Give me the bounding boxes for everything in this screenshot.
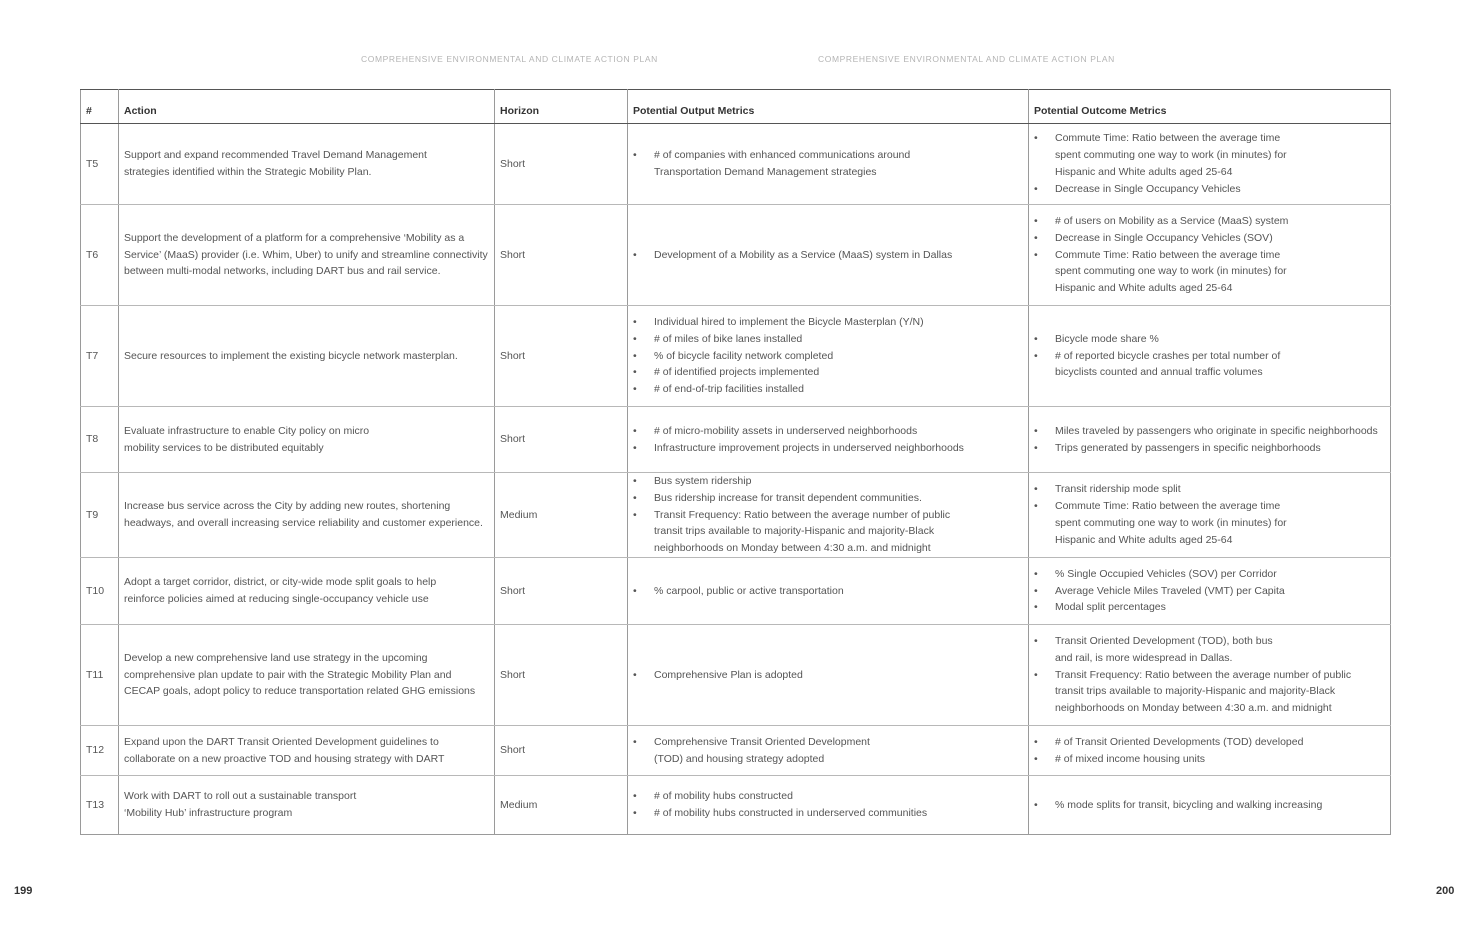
table-row (81, 776, 1391, 835)
text-line: • Commute Time: Ratio between the average time (1055, 132, 1281, 145)
text-line: Evaluate infrastructure to enable City policy on micro (124, 424, 370, 437)
metric-item (1034, 423, 1386, 440)
text-line: spent commuting one way to work (in minutes) for (1055, 517, 1287, 529)
text-line: • # of mixed income housing units (1055, 752, 1205, 765)
metric-item (633, 314, 1024, 331)
action-id-cell: T7 (81, 306, 119, 407)
transportation-actions-table (80, 89, 1391, 835)
outcome-metrics-cell (1029, 473, 1391, 558)
text-line: • # of Transit Oriented Developments (TOD) developed (1055, 735, 1304, 748)
text-line: • Transit Frequency: Ratio between the average number of public (1055, 668, 1352, 681)
text-line: headways, and overall increasing service reliability and customer experience. (124, 517, 483, 529)
action-description-cell (119, 558, 495, 625)
text-line: Develop a new comprehensive land use strategy in the upcoming (124, 651, 428, 664)
metrics-list (633, 473, 1024, 557)
metrics-list (633, 788, 1024, 822)
text-line: spent commuting one way to work (in minutes) for (1055, 265, 1287, 278)
metrics-list (1034, 797, 1386, 814)
text-line: • % of bicycle facility network completed (654, 349, 834, 362)
text-line: Hispanic and White adults aged 25-64 (1055, 533, 1233, 546)
text-line: • Bus ridership increase for transit dependent communities. (654, 491, 922, 504)
text-line: ‘Mobility Hub’ infrastructure program (124, 807, 293, 819)
metric-item (1034, 213, 1386, 230)
table-header-row (81, 90, 1391, 124)
action-description-cell (119, 124, 495, 205)
text-line: Hispanic and White adults aged 25-64 (1055, 166, 1233, 178)
metrics-list (633, 667, 1024, 684)
output-metrics-cell (628, 625, 1029, 726)
text-line: • % mode splits for transit, bicycling and walking increasing (1055, 798, 1323, 811)
table-row (81, 473, 1391, 558)
text-line: Work with DART to roll out a sustainable transport (124, 790, 357, 803)
action-description-cell (119, 625, 495, 726)
metrics-list (1034, 481, 1386, 548)
text-line: Increase bus service across the City by adding new routes, shortening (124, 500, 451, 513)
action-id-cell: T8 (81, 407, 119, 473)
text-line: • Average Vehicle Miles Traveled (VMT) per Capita (1055, 584, 1285, 597)
metrics-list (633, 423, 1024, 457)
table-row (81, 124, 1391, 205)
text-line: mobility services to be distributed equitably (124, 441, 324, 454)
action-description-cell (119, 306, 495, 407)
text-line: • Decrease in Single Occupancy Vehicles (1055, 182, 1241, 195)
metric-item (633, 147, 1024, 181)
metric-item (1034, 331, 1386, 348)
text-line: • # of users on Mobility as a Service (MaaS) system (1055, 215, 1289, 227)
metric-item (633, 247, 1024, 264)
metric-item (1034, 797, 1386, 814)
output-metrics-cell (628, 726, 1029, 776)
horizon-cell: Medium (495, 776, 628, 835)
text-line: Support and expand recommended Travel Demand Management (124, 149, 427, 162)
metrics-list (1034, 130, 1386, 197)
text-line: transit trips available to majority-Hispanic and majority-Black (654, 525, 935, 538)
metric-item (1034, 566, 1386, 583)
text-line: Adopt a target corridor, district, or city-wide mode split goals to help (124, 576, 437, 589)
text-line: transit trips available to majority-Hispanic and majority-Black (1055, 685, 1336, 698)
metrics-list (633, 247, 1024, 264)
text-line: • Commute Time: Ratio between the average time (1055, 500, 1281, 513)
metric-item (633, 348, 1024, 365)
text-line: reinforce policies aimed at reducing single-occupancy vehicle use (124, 593, 429, 605)
horizon-cell: Medium (495, 473, 628, 558)
text-line: Expand upon the DART Transit Oriented Development guidelines to (124, 735, 439, 748)
action-description-cell (119, 726, 495, 776)
output-metrics-cell (628, 124, 1029, 205)
text-line: • Infrastructure improvement projects in underserved neighborhoods (654, 441, 964, 454)
text-line: • # of mobility hubs constructed (654, 790, 793, 803)
text-line: CECAP goals, adopt policy to reduce transportation related GHG emissions (124, 685, 476, 698)
text-line: • Commute Time: Ratio between the average time (1055, 248, 1281, 261)
outcome-metrics-cell (1029, 726, 1391, 776)
outcome-metrics-cell (1029, 625, 1391, 726)
text-line: • Development of a Mobility as a Service (MaaS) system in Dallas (654, 248, 953, 261)
text-line: • # of mobility hubs constructed in underserved communities (654, 807, 928, 819)
metric-item (1034, 633, 1386, 667)
running-header-right: COMPREHENSIVE ENVIRONMENTAL AND CLIMATE ACTION PLAN (818, 54, 1115, 64)
text-line: • Comprehensive Transit Oriented Development (654, 735, 870, 748)
header-output-metrics: Potential Output Metrics (628, 90, 1029, 124)
text-line: bicyclists counted and annual traffic volumes (1055, 366, 1263, 379)
text-line: and rail, is more widespread in Dallas. (1055, 651, 1233, 664)
text-line: Secure resources to implement the existing bicycle network masterplan. (124, 349, 458, 362)
horizon-cell: Short (495, 306, 628, 407)
text-line: • Miles traveled by passengers who originate in specific neighborhoods (1055, 424, 1378, 437)
metric-item (633, 490, 1024, 507)
table-row (81, 306, 1391, 407)
text-line: • Trips generated by passengers in specific neighborhoods (1055, 441, 1321, 454)
metric-item (633, 788, 1024, 805)
metrics-list (1034, 566, 1386, 616)
action-description-cell (119, 205, 495, 306)
header-action: Action (119, 90, 495, 124)
metrics-list (633, 734, 1024, 768)
metric-item (1034, 440, 1386, 457)
text-line: • % carpool, public or active transportation (654, 584, 844, 597)
running-header-left: COMPREHENSIVE ENVIRONMENTAL AND CLIMATE ACTION PLAN (361, 54, 658, 64)
horizon-cell: Short (495, 205, 628, 306)
metric-item (633, 331, 1024, 348)
metric-item (633, 805, 1024, 822)
outcome-metrics-cell (1029, 205, 1391, 306)
text-line: • Modal split percentages (1055, 601, 1166, 614)
page-number-left: 199 (14, 885, 33, 897)
table-row (81, 407, 1391, 473)
horizon-cell: Short (495, 124, 628, 205)
text-line: • Transit Frequency: Ratio between the average number of public (654, 508, 951, 521)
text-line: Hispanic and White adults aged 25-64 (1055, 282, 1233, 295)
metrics-list (1034, 633, 1386, 717)
metric-item (633, 440, 1024, 457)
header-horizon: Horizon (495, 90, 628, 124)
text-line: • Decrease in Single Occupancy Vehicles (SOV) (1055, 231, 1273, 244)
metric-item (1034, 247, 1386, 297)
outcome-metrics-cell (1029, 306, 1391, 407)
text-line: • # of miles of bike lanes installed (654, 332, 803, 345)
text-line: Transportation Demand Management strategies (654, 166, 877, 178)
text-line: Support the development of a platform for a comprehensive ‘Mobility as a (124, 231, 465, 244)
text-line: • Transit Oriented Development (TOD), both bus (1055, 635, 1273, 647)
metric-item (633, 667, 1024, 684)
metric-item (1034, 130, 1386, 180)
text-line: • # of identified projects implemented (654, 366, 820, 379)
text-line: comprehensive plan update to pair with the Strategic Mobility Plan and (124, 668, 452, 681)
output-metrics-cell (628, 407, 1029, 473)
metrics-list (633, 147, 1024, 181)
metric-item (633, 583, 1024, 600)
metrics-list (1034, 423, 1386, 457)
table-row (81, 625, 1391, 726)
metric-item (633, 734, 1024, 768)
text-line: strategies identified within the Strategic Mobility Plan. (124, 166, 372, 178)
text-line: between multi-modal networks, including DART bus and rail service. (124, 265, 441, 278)
page-number-right: 200 (1436, 885, 1455, 897)
text-line: • # of companies with enhanced communications around (654, 149, 911, 162)
horizon-cell: Short (495, 407, 628, 473)
table-row (81, 558, 1391, 625)
text-line: • % Single Occupied Vehicles (SOV) per Corridor (1055, 567, 1277, 580)
header-id: # (81, 90, 119, 124)
action-id-cell: T10 (81, 558, 119, 625)
text-line: neighborhoods on Monday between 4:30 a.m. and midnight (654, 542, 931, 555)
metric-item (633, 507, 1024, 557)
metric-item (1034, 481, 1386, 498)
metrics-list (1034, 331, 1386, 381)
action-description-cell (119, 407, 495, 473)
text-line: • Individual hired to implement the Bicycle Masterplan (Y/N) (654, 316, 924, 328)
text-line: • # of end-of-trip facilities installed (654, 383, 804, 396)
metric-item (1034, 667, 1386, 717)
metric-item (633, 473, 1024, 490)
text-line: • # of micro-mobility assets in underserved neighborhoods (654, 424, 918, 437)
text-line: (TOD) and housing strategy adopted (654, 752, 825, 765)
metrics-list (633, 583, 1024, 600)
text-line: Service’ (MaaS) provider (i.e. Whim, Uber) to unify and streamline connectivity (124, 248, 488, 261)
metric-item (633, 364, 1024, 381)
outcome-metrics-cell (1029, 776, 1391, 835)
action-description-cell (119, 473, 495, 558)
metric-item (1034, 734, 1386, 751)
header-outcome-metrics: Potential Outcome Metrics (1029, 90, 1391, 124)
output-metrics-cell (628, 306, 1029, 407)
action-id-cell: T13 (81, 776, 119, 835)
text-line: • Comprehensive Plan is adopted (654, 668, 803, 681)
metric-item (1034, 751, 1386, 768)
output-metrics-cell (628, 205, 1029, 306)
metrics-list (1034, 734, 1386, 768)
text-line: • Transit ridership mode split (1055, 483, 1181, 496)
output-metrics-cell (628, 473, 1029, 558)
action-id-cell: T11 (81, 625, 119, 726)
action-id-cell: T9 (81, 473, 119, 558)
metric-item (633, 423, 1024, 440)
metric-item (1034, 583, 1386, 600)
text-line: • Bus system ridership (654, 475, 752, 487)
table-row (81, 205, 1391, 306)
action-id-cell: T12 (81, 726, 119, 776)
output-metrics-cell (628, 776, 1029, 835)
text-line: collaborate on a new proactive TOD and housing strategy with DART (124, 752, 445, 765)
text-line: spent commuting one way to work (in minutes) for (1055, 149, 1287, 162)
text-line: neighborhoods on Monday between 4:30 a.m. and midnight (1055, 702, 1332, 715)
metrics-list (633, 314, 1024, 398)
outcome-metrics-cell (1029, 124, 1391, 205)
text-line: • Bicycle mode share % (1055, 332, 1159, 345)
action-id-cell: T5 (81, 124, 119, 205)
outcome-metrics-cell (1029, 407, 1391, 473)
metric-item (1034, 181, 1386, 198)
action-id-cell: T6 (81, 205, 119, 306)
metric-item (1034, 599, 1386, 616)
metric-item (1034, 348, 1386, 382)
table-body (81, 124, 1391, 835)
horizon-cell: Short (495, 558, 628, 625)
metric-item (633, 381, 1024, 398)
metric-item (1034, 230, 1386, 247)
horizon-cell: Short (495, 726, 628, 776)
horizon-cell: Short (495, 625, 628, 726)
metrics-list (1034, 213, 1386, 297)
output-metrics-cell (628, 558, 1029, 625)
outcome-metrics-cell (1029, 558, 1391, 625)
metric-item (1034, 498, 1386, 548)
table-row (81, 726, 1391, 776)
text-line: • # of reported bicycle crashes per total number of (1055, 349, 1281, 362)
action-description-cell (119, 776, 495, 835)
